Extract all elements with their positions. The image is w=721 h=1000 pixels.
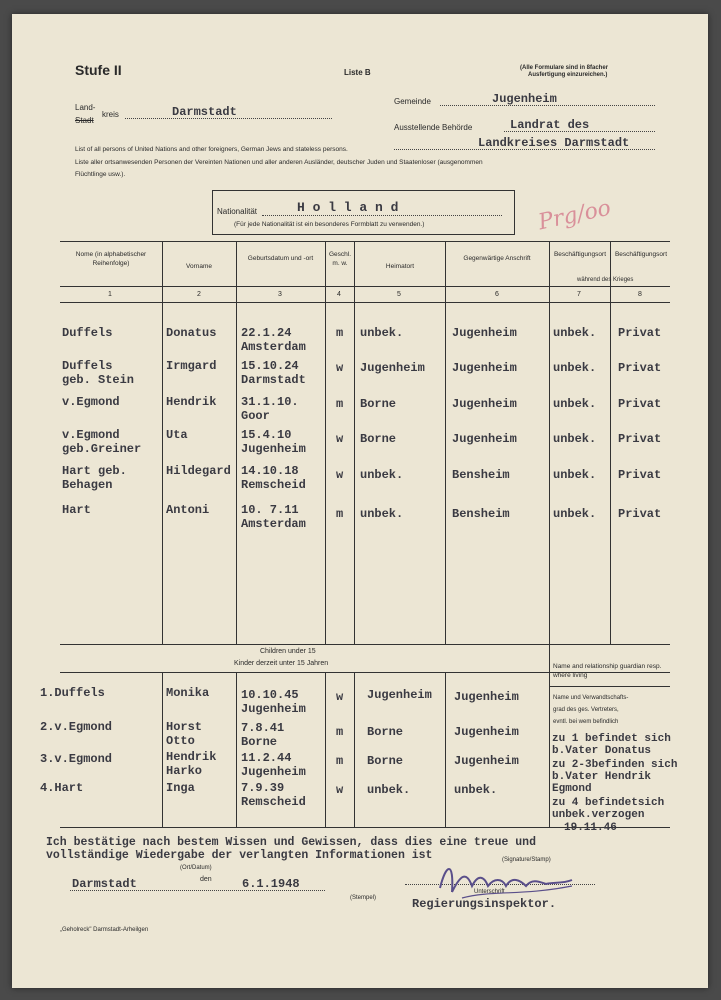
- confirmation-line-1: Ich bestätige nach bestem Wissen und Gewissen, dass dies eine treue und: [46, 836, 536, 849]
- adult-heimat: Jugenheim: [360, 361, 425, 375]
- child-anschrift: unbek.: [454, 783, 498, 797]
- child-name: 2.v.Egmond: [40, 720, 113, 734]
- vline-7: [610, 241, 611, 644]
- intro-german-2: Flüchtlinge usw.).: [75, 171, 126, 178]
- intro-german-1: Liste aller ortsanwesenden Personen der Vereinten Nationen und aller anderen Ausländer, deutscher Juden und Staatenloser (ausgenommen: [75, 159, 483, 166]
- adult-besch8: Privat: [618, 468, 662, 482]
- child-vorname-2: Otto: [166, 734, 195, 748]
- child-geb-place: Borne: [241, 735, 278, 749]
- table-mid-line: [60, 644, 670, 645]
- adult-besch7: unbek.: [553, 468, 597, 482]
- stamp-mark: Prg/oo: [536, 195, 614, 236]
- vline-c1: [162, 672, 163, 827]
- adult-besch8: Privat: [618, 326, 662, 340]
- kreis-value: Darmstadt: [172, 105, 237, 119]
- adult-heimat: Borne: [360, 432, 397, 446]
- adult-anschrift: Bensheim: [452, 468, 510, 482]
- col-num-4: 4: [337, 291, 341, 298]
- col-header-besch8: Beschäftigungsort: [614, 251, 668, 258]
- table-top-line: [60, 241, 670, 242]
- adult-vorname: Donatus: [166, 326, 217, 340]
- child-geb-date: 7.8.41: [241, 721, 285, 735]
- child-name: 4.Hart: [40, 781, 84, 795]
- adult-besch8: Privat: [618, 361, 662, 375]
- footer-date-line: [70, 890, 325, 891]
- nationality-value: H o l l a n d: [297, 200, 399, 215]
- col-header-name: Nome (in alphabetischer Reihenfolge): [75, 251, 147, 267]
- behoerde-value1: Landrat des: [510, 118, 590, 132]
- adult-heimat: Borne: [360, 397, 397, 411]
- child-heimat: Jugenheim: [367, 688, 432, 702]
- adult-sex: w: [336, 468, 344, 482]
- signature-image: [432, 856, 582, 906]
- children-header-en: Children under 15: [260, 648, 316, 655]
- child-sex: w: [336, 690, 344, 704]
- child-sex: m: [336, 754, 344, 768]
- footer-datum: 6.1.1948: [242, 877, 300, 891]
- stadt-label: Stadt: [75, 116, 94, 125]
- child-sex: w: [336, 783, 344, 797]
- behoerde-line2: [394, 149, 655, 150]
- child-sex: m: [336, 725, 344, 739]
- adult-anschrift: Jugenheim: [452, 361, 517, 375]
- signature-label: (Signature/Stamp): [502, 857, 551, 863]
- adult-geb-place: Amsterdam: [241, 340, 306, 354]
- adult-anschrift: Jugenheim: [452, 432, 517, 446]
- adult-besch8: Privat: [618, 432, 662, 446]
- vline-c6: [549, 644, 550, 827]
- child-heimat: Borne: [367, 754, 404, 768]
- guardian-note: unbek.verzogen: [552, 809, 645, 821]
- vline-c2: [236, 672, 237, 827]
- child-name: 1.Duffels: [40, 686, 105, 700]
- stempel-label: (Stempel): [350, 895, 377, 901]
- adult-name: Hart: [62, 503, 91, 517]
- footer-ort: Darmstadt: [72, 877, 137, 891]
- col-header-vorname: Vorname: [185, 263, 213, 270]
- adult-geb-place: Remscheid: [241, 478, 306, 492]
- adult-name: Duffels: [62, 359, 113, 373]
- behoerde-value2: Landkreises Darmstadt: [478, 136, 630, 150]
- gemeinde-value: Jugenheim: [492, 92, 557, 106]
- vline-3: [325, 241, 326, 644]
- col-num-7: 7: [577, 291, 581, 298]
- adult-name-2: geb.Greiner: [62, 442, 142, 456]
- footer-den: den: [200, 876, 212, 883]
- kreis-label: kreis: [102, 110, 119, 119]
- col-num-8: 8: [638, 291, 642, 298]
- liste-label: Liste B: [344, 68, 371, 77]
- child-geb-place: Remscheid: [241, 795, 306, 809]
- guardian-note: zu 2-3befinden sich: [552, 759, 678, 771]
- children-header-de: Kinder derzeit unter 15 Jahren: [234, 660, 329, 667]
- child-vorname: Hendrik: [166, 750, 217, 764]
- intro-english: List of all persons of United Nations and other foreigners, German Jews and stateless persons.: [75, 146, 348, 153]
- adult-anschrift: Jugenheim: [452, 326, 517, 340]
- child-vorname-2: Harko: [166, 764, 203, 778]
- adult-sex: w: [336, 361, 344, 375]
- col-header-anschrift: Gegenwärtige Anschrift: [463, 255, 531, 262]
- nationality-note: (Für jede Nationalität ist ein besonderes Formblatt zu verwenden.): [234, 221, 425, 228]
- adult-heimat: unbek.: [360, 326, 404, 340]
- note-line2: Ausfertigung einzureichen.): [528, 72, 608, 78]
- nationality-label: Nationalität: [217, 207, 258, 216]
- adult-vorname: Hildegard: [166, 464, 231, 478]
- adult-sex: m: [336, 326, 344, 340]
- col-header-besch7: Beschäftigungsort: [553, 251, 607, 258]
- guardian-header-de-2: grad des ges. Vertreters,: [553, 707, 619, 713]
- gemeinde-label: Gemeinde: [394, 97, 431, 106]
- stufe-title: Stufe II: [75, 62, 122, 78]
- note-line1: (Alle Formulare sind in 8facher: [520, 65, 609, 71]
- adult-sex: w: [336, 432, 344, 446]
- adult-anschrift: Jugenheim: [452, 397, 517, 411]
- col-num-5: 5: [397, 291, 401, 298]
- guardian-note: b.Vater Donatus: [552, 745, 652, 757]
- adult-besch8: Privat: [618, 507, 662, 521]
- adult-besch7: unbek.: [553, 432, 597, 446]
- guardian-note: zu 1 befindet sich: [552, 733, 671, 745]
- vline-6: [549, 241, 550, 644]
- adult-geb-date: 31.1.10.: [241, 395, 299, 409]
- guardian-header-de-3: evntl. bei wem befindlich: [553, 719, 619, 725]
- adult-sex: m: [336, 507, 344, 521]
- land-label: Land-: [75, 103, 96, 112]
- unterschrift-label: Unterschrift: [474, 889, 505, 895]
- document-page: [12, 14, 708, 988]
- vline-c3: [325, 672, 326, 827]
- gemeinde-line: [440, 105, 655, 106]
- child-anschrift: Jugenheim: [454, 754, 519, 768]
- adult-vorname: Irmgard: [166, 359, 217, 373]
- confirmation-line-2: vollständige Wiedergabe der verlangten Informationen ist: [46, 849, 433, 862]
- guardian-note: Egmond: [552, 783, 592, 795]
- adult-geb-place: Amsterdam: [241, 517, 306, 531]
- adult-geb-date: 10. 7.11: [241, 503, 299, 517]
- adult-besch8: Privat: [618, 397, 662, 411]
- adult-name: v.Egmond: [62, 428, 120, 442]
- child-heimat: Borne: [367, 725, 404, 739]
- child-vorname: Horst: [166, 720, 203, 734]
- col-header-heimat: Heimatort: [385, 263, 415, 270]
- footer-amt: Regierungsinspektor.: [412, 897, 557, 911]
- adult-name: Duffels: [62, 326, 113, 340]
- col-num-3: 3: [278, 291, 282, 298]
- child-geb-date: 11.2.44: [241, 751, 292, 765]
- adult-heimat: unbek.: [360, 507, 404, 521]
- adult-geb-date: 15.10.24: [241, 359, 299, 373]
- child-anschrift: Jugenheim: [454, 690, 519, 704]
- printer-credit: „Geholreck" Darmstadt-Arheilgen: [60, 927, 149, 933]
- col-header-geschl: Geschl. m. w.: [328, 251, 352, 267]
- vline-1: [162, 241, 163, 644]
- vline-c4: [354, 672, 355, 827]
- ort-label: (Ort/Datum): [180, 865, 212, 871]
- guardian-note: zu 4 befindetsich: [552, 797, 665, 809]
- nationality-line: [262, 215, 502, 216]
- adult-name-2: Behagen: [62, 478, 113, 492]
- adult-besch7: unbek.: [553, 326, 597, 340]
- header-bottom-line: [60, 302, 670, 303]
- header-num-line: [60, 286, 670, 287]
- guardian-divider: [549, 686, 670, 687]
- behoerde-line1: [504, 131, 655, 132]
- child-anschrift: Jugenheim: [454, 725, 519, 739]
- adult-name: Hart geb.: [62, 464, 127, 478]
- col-header-geburt: Geburtsdatum und -ort: [247, 255, 314, 262]
- child-geb-date: 7.9.39: [241, 781, 285, 795]
- adult-vorname: Uta: [166, 428, 188, 442]
- adult-besch7: unbek.: [553, 507, 597, 521]
- child-geb-place: Jugenheim: [241, 702, 306, 716]
- adult-geb-date: 22.1.24: [241, 326, 292, 340]
- adult-geb-date: 14.10.18: [241, 464, 299, 478]
- child-geb-date: 10.10.45: [241, 688, 299, 702]
- adult-sex: m: [336, 397, 344, 411]
- adult-geb-place: Goor: [241, 409, 270, 423]
- adult-vorname: Hendrik: [166, 395, 217, 409]
- col-num-2: 2: [197, 291, 201, 298]
- adult-name: v.Egmond: [62, 395, 120, 409]
- adult-besch7: unbek.: [553, 361, 597, 375]
- adult-vorname: Antoni: [166, 503, 210, 517]
- guardian-note: 19.11.46: [564, 822, 617, 834]
- vline-c5: [445, 672, 446, 827]
- child-name: 3.v.Egmond: [40, 752, 113, 766]
- child-heimat: unbek.: [367, 783, 411, 797]
- guardian-header-de-1: Name und Verwandtschafts-: [553, 695, 629, 701]
- guardian-header-en: Name and relationship guardian resp. where living: [553, 663, 662, 679]
- guardian-note: b.Vater Hendrik: [552, 771, 652, 783]
- vline-4: [354, 241, 355, 644]
- child-vorname: Inga: [166, 781, 195, 795]
- adult-geb-place: Jugenheim: [241, 442, 306, 456]
- adult-geb-place: Darmstadt: [241, 373, 306, 387]
- adult-heimat: unbek.: [360, 468, 404, 482]
- vline-2: [236, 241, 237, 644]
- col-num-1: 1: [108, 291, 112, 298]
- krieges-note: während des Krieges: [577, 277, 634, 283]
- adult-geb-date: 15.4.10: [241, 428, 292, 442]
- vline-5: [445, 241, 446, 644]
- child-geb-place: Jugenheim: [241, 765, 306, 779]
- child-vorname: Monika: [166, 686, 210, 700]
- behoerde-label: Ausstellende Behörde: [394, 123, 473, 132]
- kreis-line: [125, 118, 332, 119]
- col-num-6: 6: [495, 291, 499, 298]
- adult-name-2: geb. Stein: [62, 373, 135, 387]
- adult-besch7: unbek.: [553, 397, 597, 411]
- adult-anschrift: Bensheim: [452, 507, 510, 521]
